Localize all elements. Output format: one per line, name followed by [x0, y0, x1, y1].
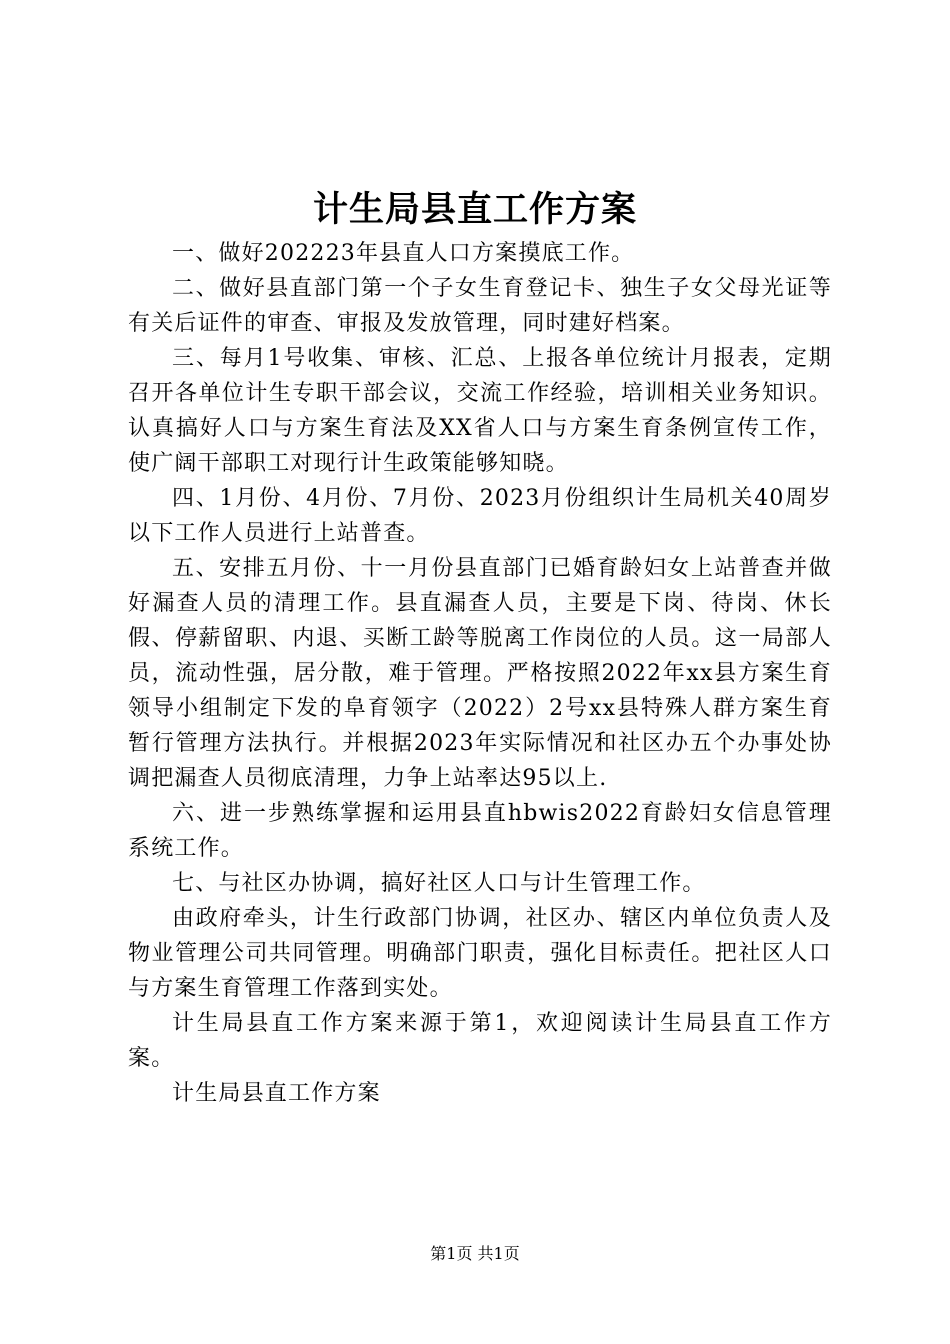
paragraph-5: 五、安排五月份、十一月份县直部门已婚育龄妇女上站普查并做好漏查人员的清理工作。县直漏查人员，主要是下岗、待岗、休长假、停薪留职、内退、买断工龄等脱离工作岗位的人员。这一局部人员，流动性强，居分散，难于管理。严格按照2022年xx县方案生育领导小组制定下发的阜育领字（2022）2号xx县特殊人群方案生育暂行管理方法执行。并根据2023年实际情况和社区办五个办事处协调把漏查人员彻底清理，力争上站率达95以上. [128, 556, 832, 791]
paragraph-9: 计生局县直工作方案来源于第1，欢迎阅读计生局县直工作方案。 [128, 1011, 832, 1071]
paragraph-4: 四、1月份、4月份、7月份、2023月份组织计生局机关40周岁以下工作人员进行上站普查。 [128, 486, 832, 546]
paragraph-6: 六、进一步熟练掌握和运用县直hbwis2022育龄妇女信息管理系统工作。 [128, 801, 832, 861]
paragraph-10: 计生局县直工作方案 [172, 1081, 381, 1106]
page-footer: 第1页 共1页 [430, 1244, 520, 1263]
document-body [128, 236, 832, 1111]
paragraph-7: 七、与社区办协调，搞好社区人口与计生管理工作。 [172, 871, 706, 896]
paragraph-2: 二、做好县直部门第一个子女生育登记卡、独生子女父母光证等有关后证件的审查、审报及发放管理，同时建好档案。 [128, 276, 832, 336]
paragraph-3: 三、每月1号收集、审核、汇总、上报各单位统计月报表，定期召开各单位计生专职干部会议，交流工作经验，培训相关业务知识。认真搞好人口与方案生育法及XX省人口与方案生育条例宣传工作，使广阔干部职工对现行计生政策能够知晓。 [128, 346, 832, 476]
document-title: 计生局县直工作方案 [312, 189, 637, 230]
paragraph-1: 一、做好202223年县直人口方案摸底工作。 [172, 241, 635, 266]
paragraph-8: 由政府牵头，计生行政部门协调，社区办、辖区内单位负责人及物业管理公司共同管理。明确部门职责，强化目标责任。把社区人口与方案生育管理工作落到实处。 [128, 906, 832, 1001]
